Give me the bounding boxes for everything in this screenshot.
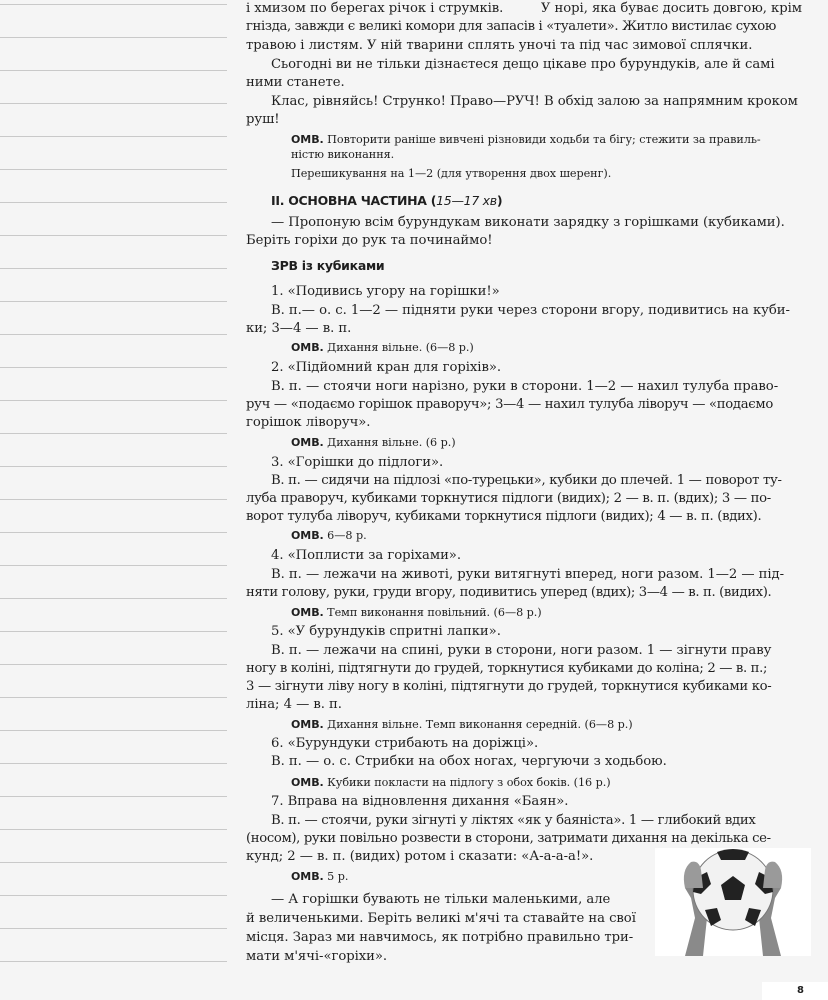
section-para-1: — Пропоную всім бурундукам виконати зарядку з горішками (кубиками). [271, 215, 785, 230]
section-title: ІІ. ОСНОВНА ЧАСТИНА [271, 193, 427, 208]
hands-holding-ball-icon [655, 848, 811, 956]
note-rule-line [0, 895, 227, 896]
intro-line-7: руш! [246, 112, 280, 127]
exercise-omv [291, 604, 542, 622]
note-rule-line [0, 466, 227, 467]
exercise-line: ворот тулуба ліворуч, кубиками торкнутися підлоги (видих); 4 — в. п. (вдих). [246, 509, 762, 524]
intro-line-2: гнізда, завжди є великі комори для запасів і «туалети». Житло вистилає сухою [246, 19, 776, 34]
note-rule-line [0, 268, 227, 269]
exercise-line: В. п. — лежачи на животі, руки витягнуті вперед, ноги разом. 1—2 — під- [271, 567, 784, 582]
exercise-title: 5. «У бурундуків спритні лапки». [271, 624, 501, 639]
exercise-line: горішок ліворуч». [246, 415, 371, 430]
omv-text: Повторити раніше вивчені різновиди ходьби та бігу; стежити за правиль- [323, 133, 761, 146]
regroup-note: Перешикування на 1—2 (для утворення двох шеренг). [291, 167, 612, 180]
exercise-line: (носом), руки повільно розвести в сторони, затримати дихання на декілька се- [246, 831, 771, 846]
omv-label: ОМВ. [291, 436, 324, 449]
closing-line: місця. Зараз ми навчимось, як потрібно правильно три- [246, 930, 634, 945]
note-rule-line [0, 532, 227, 533]
note-rule-line [0, 37, 227, 38]
closing-line: — А горішки бувають не тільки маленькими, але [271, 892, 611, 907]
note-rule-line [0, 499, 227, 500]
note-rule-line [0, 301, 227, 302]
notes-margin [0, 0, 228, 1000]
section-heading: ІІ. ОСНОВНА ЧАСТИНА (15—17 хв) [271, 193, 503, 208]
note-rule-line [0, 730, 227, 731]
note-rule-line [0, 400, 227, 401]
omv-text: Дихання вільне. Темп виконання середній. (6—8 р.) [323, 718, 633, 731]
exercise-line: ліна; 4 — в. п. [246, 697, 342, 712]
omv-text: Темп виконання повільний. (6—8 р.) [323, 606, 542, 619]
omv-label: ОМВ. [291, 718, 324, 731]
exercise-line: руч — «подаємо горішок праворуч»; 3—4 — нахил тулуба ліворуч — «подаємо [246, 397, 773, 412]
section-para-2: Беріть горіхи до рук та починаймо! [246, 233, 493, 248]
intro-line-3: травою і листям. У ній тварини сплять уночі та під час зимової сплячки. [246, 38, 753, 53]
note-rule-line [0, 664, 227, 665]
exercise-line: кунд; 2 — в. п. (видих) ротом і сказати: «А-а-а-а!». [246, 849, 594, 864]
note-rule-line [0, 334, 227, 335]
omv-label: ОМВ. [291, 606, 324, 619]
soccer-ball-photo [655, 848, 811, 956]
exercise-title: 3. «Горішки до підлоги». [271, 455, 444, 470]
intro-line-6: Клас, рівняйсь! Струнко! Право—РУЧ! В обхід залою за напрямним кроком [271, 94, 798, 109]
omv-text: Дихання вільне. (6—8 р.) [323, 341, 474, 354]
note-rule-line [0, 631, 227, 632]
note-rule-line [0, 367, 227, 368]
note-rule-line [0, 763, 227, 764]
exercise-title: 1. «Подивись угору на горішки!» [271, 284, 500, 299]
exercise-title: 2. «Підйомний кран для горіхів». [271, 360, 502, 375]
exercise-line: В. п. — сидячи на підлозі «по-турецьки», кубики до плечей. 1 — поворот ту- [271, 473, 782, 488]
note-rule-line [0, 862, 227, 863]
exercise-line: 3 — зігнути ліву ногу в коліні, підтягнути до грудей, торкнутися кубиками ко- [246, 679, 772, 694]
exercise-omv [291, 339, 474, 357]
exercise-line: В. п.— о. с. 1—2 — підняти руки через сторони вгору, подивитись на куби- [271, 303, 790, 318]
omv-text: 5 р. [323, 870, 349, 883]
exercise-line: ки; 3—4 — в. п. [246, 321, 352, 336]
note-rule-line [0, 136, 227, 137]
exercise-title: 7. Вправа на відновлення дихання «Баян». [271, 794, 569, 809]
omv-note-cont: ністю виконання. [291, 148, 395, 161]
exercise-omv [291, 716, 633, 734]
omv-label: ОМВ. [291, 529, 324, 542]
intro-line-1 [246, 0, 802, 18]
exercise-line: В. п. — о. с. Стрибки на обох ногах, чергуючи з ходьбою. [271, 754, 667, 769]
omv-label: ОМВ. [291, 870, 324, 883]
exercise-line: В. п. — стоячи, руки зігнуті у ліктях «як у баяніста». 1 — глибокий вдих [271, 813, 756, 828]
exercise-line: луба праворуч, кубиками торкнутися підлоги (видих); 2 — в. п. (вдих); 3 — по- [246, 491, 771, 506]
omv-text: Дихання вільне. (6 р.) [323, 436, 456, 449]
note-rule-line [0, 4, 227, 5]
section-time: 15—17 хв [436, 193, 497, 208]
omv-label: ОМВ. [291, 133, 324, 146]
note-rule-line [0, 796, 227, 797]
closing-line: й величенькими. Беріть великі м'ячі та ставайте на свої [246, 911, 636, 926]
exercise-line: ногу в коліні, підтягнути до грудей, торкнутися кубиками до коліна; 2 — в. п.; [246, 661, 768, 676]
note-rule-line [0, 433, 227, 434]
note-rule-line [0, 829, 227, 830]
note-rule-line [0, 169, 227, 170]
note-rule-line [0, 103, 227, 104]
page-number: 8 [762, 982, 828, 1000]
omv-label: ОМВ. [291, 776, 324, 789]
note-rule-line [0, 598, 227, 599]
note-rule-line [0, 70, 227, 71]
note-rule-line [0, 202, 227, 203]
closing-line: мати м'ячі-«горіхи». [246, 949, 388, 964]
exercise-line: няти голову, руки, груди вгору, подивитись уперед (вдих); 3—4 — в. п. (видих). [246, 585, 772, 600]
omv-label: ОМВ. [291, 341, 324, 354]
omv-text: Кубики покласти на підлогу з обох боків. (16 р.) [323, 776, 611, 789]
note-rule-line [0, 565, 227, 566]
note-rule-line [0, 928, 227, 929]
exercise-title: 6. «Бурундуки стрибають на доріжці». [271, 736, 539, 751]
omv-text: 6—8 р. [323, 529, 367, 542]
note-rule-line [0, 961, 227, 962]
intro-line-5: ними станете. [246, 75, 345, 90]
exercise-title: 4. «Поплисти за горіхами». [271, 548, 461, 563]
exercise-omv [291, 434, 456, 452]
exercise-omv [291, 527, 367, 545]
exercise-line: В. п. — лежачи на спині, руки в сторони, ноги разом. 1 — зігнути праву [271, 643, 772, 658]
subheading-zrv: ЗРВ із кубиками [271, 258, 385, 273]
exercise-line: В. п. — стоячи ноги нарізно, руки в сторони. 1—2 — нахил тулуба право- [271, 379, 779, 394]
note-rule-line [0, 235, 227, 236]
note-rule-line [0, 697, 227, 698]
intro-text: У норі, яка буває досить довгою, крім [540, 1, 802, 16]
intro-text: і хмизом по берегах річок і струмків. [246, 1, 504, 16]
exercise-omv [291, 868, 348, 886]
intro-line-4: Сьогодні ви не тільки дізнаєтеся дещо цікаве про бурундуків, але й самі [271, 57, 775, 72]
exercise-omv [291, 774, 611, 792]
